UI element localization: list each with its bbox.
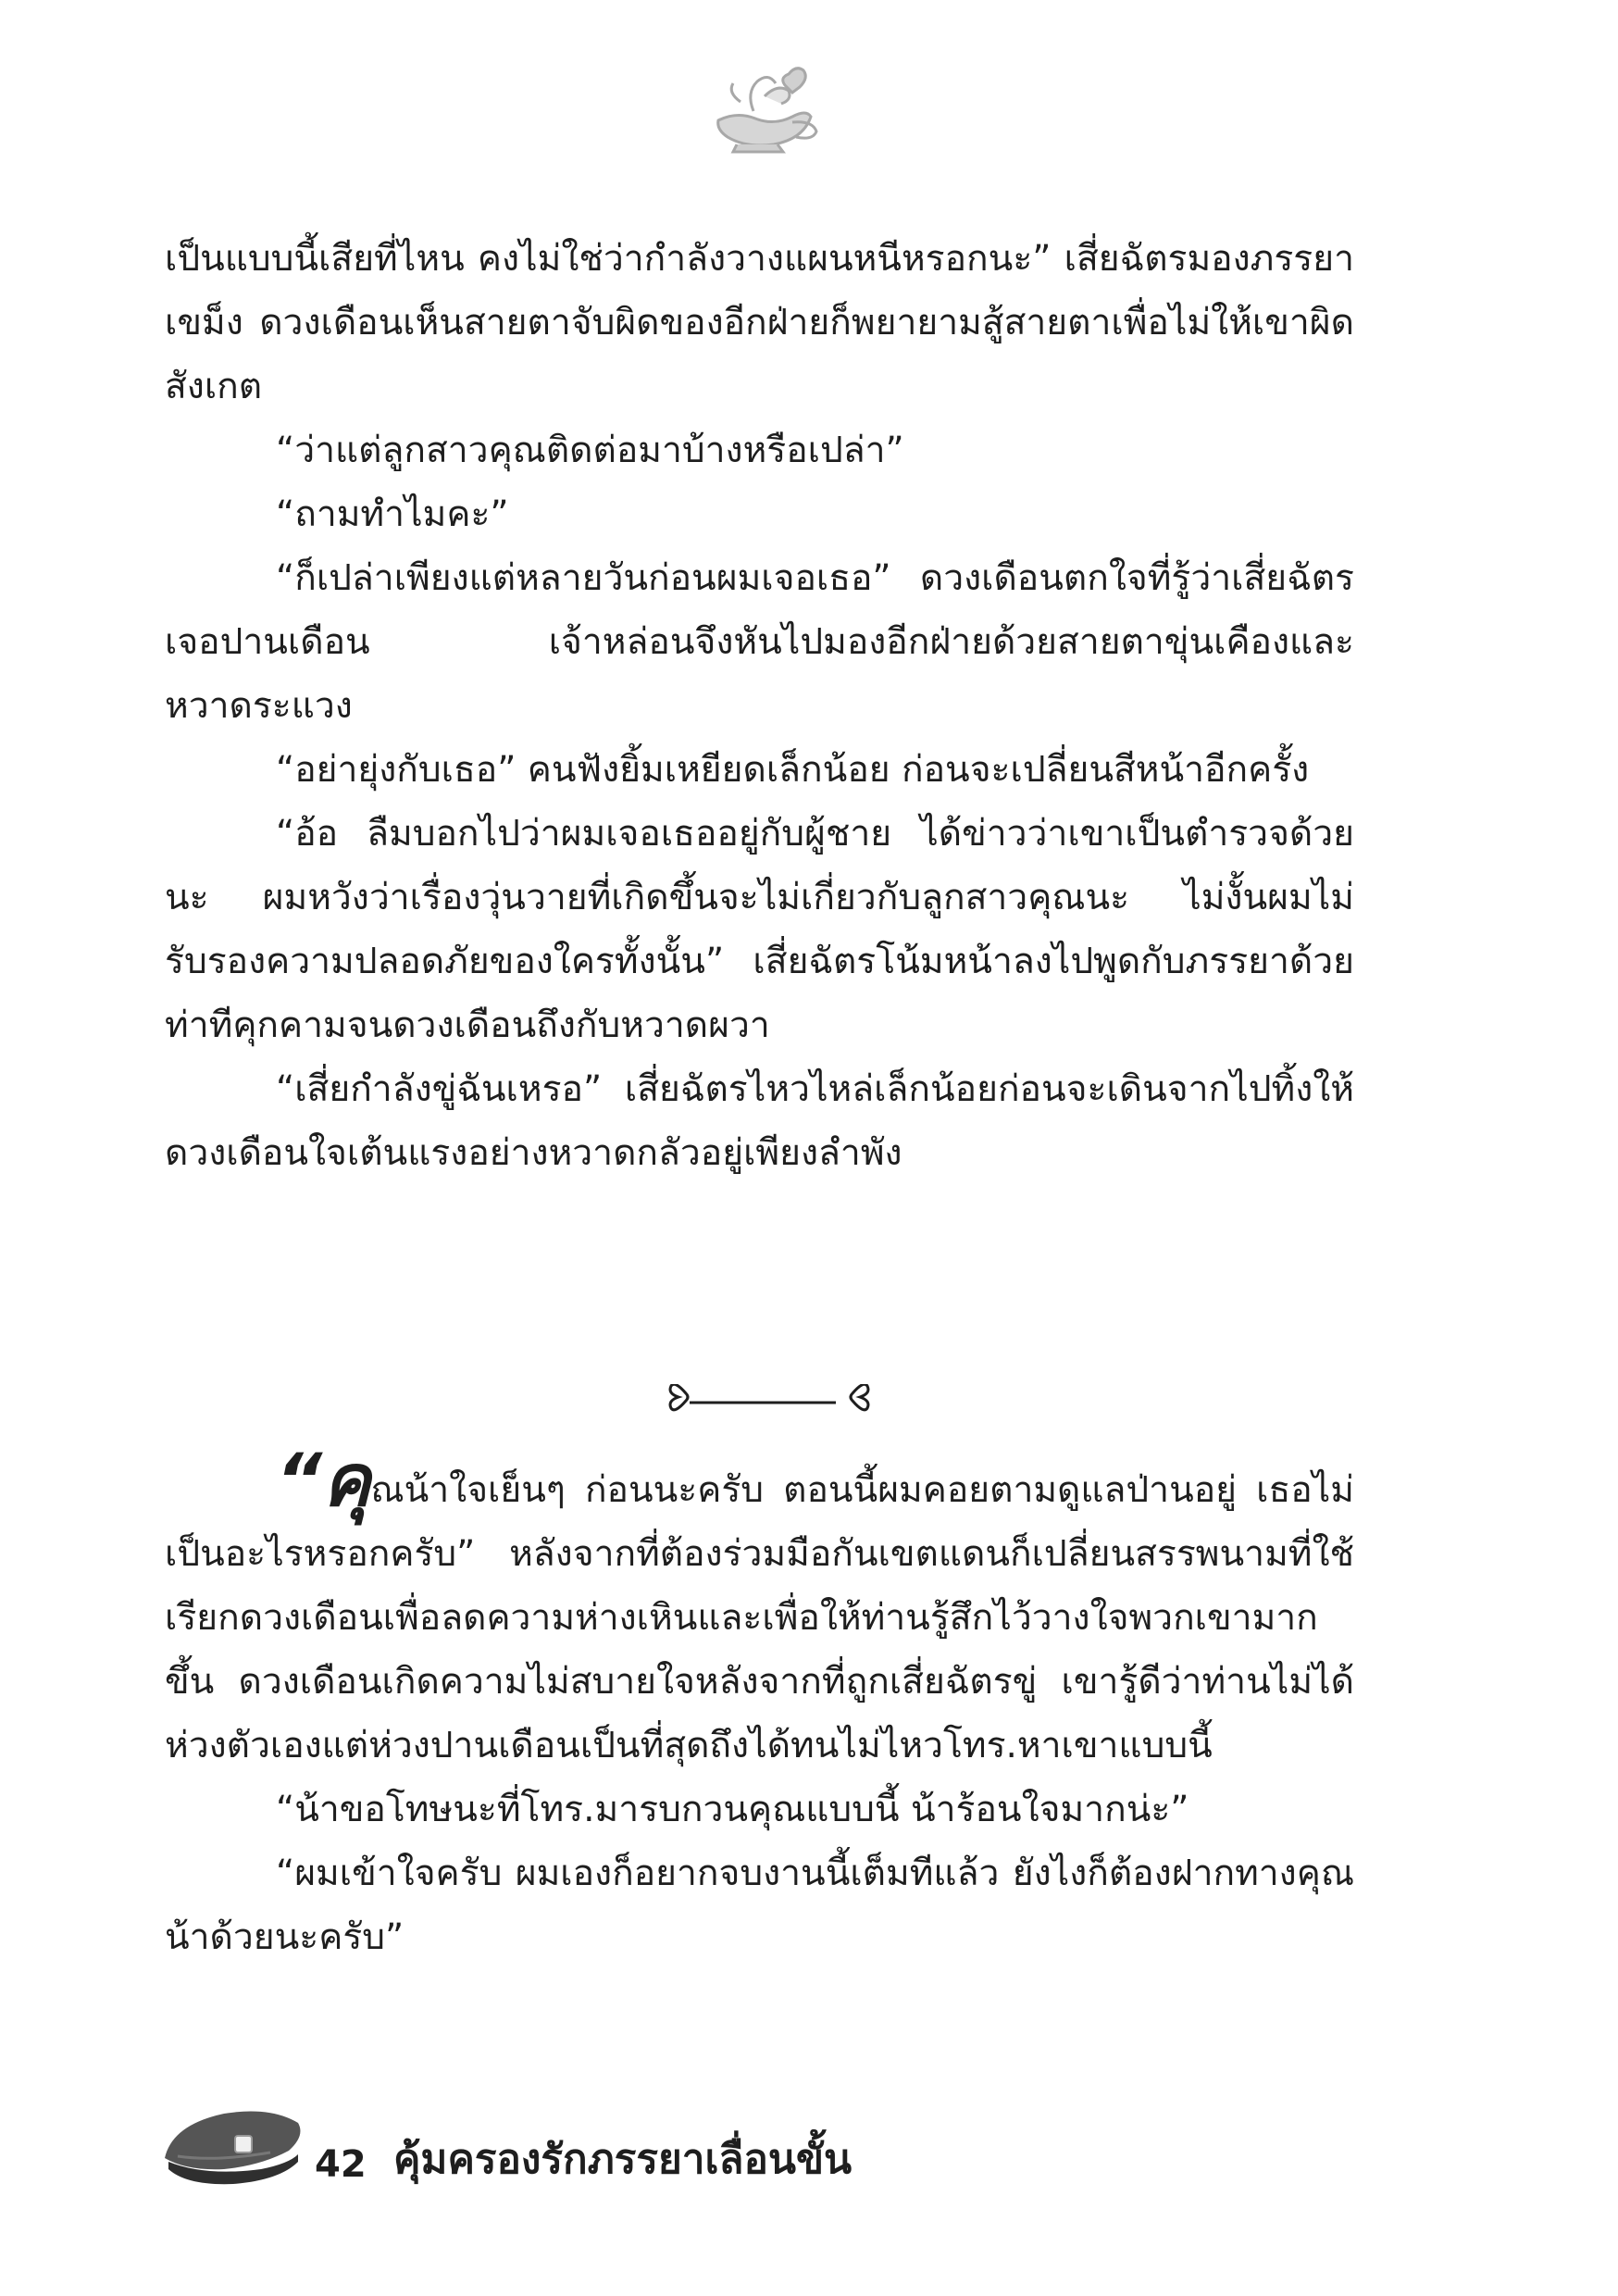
book-title: คุ้มครองรักภรรยาเลื่อนขั้น: [393, 2136, 853, 2183]
paragraph: “น้าขอโทษนะที่โทร.มารบกวนคุณแบบนี้ น้าร้อนใจมากน่ะ”: [276, 1789, 1189, 1830]
paragraph: “เสี่ยกำลังขู่ฉันเหรอ” เสี่ยฉัตรไหวไหล่เล็กน้อยก่อนจะเดินจากไปทิ้งให้ดวงเดือนใจเต้นแรงอย่างหวาดกลัวอยู่เพียงลำพัง: [165, 1068, 1354, 1174]
paragraph-with-dropcap: [165, 1440, 1354, 1778]
paragraph: “อย่ายุ่งกับเธอ” คนฟังยิ้มเหยียดเล็กน้อย ก่อนจะเปลี่ยนสีหน้าอีกครั้ง: [276, 749, 1310, 791]
page-number: 42: [315, 2143, 367, 2186]
paragraph: “อ้อ ลืมบอกไปว่าผมเจอเธออยู่กับผู้ชาย ได้ข่าวว่าเขาเป็นตำรวจด้วยนะ ผมหวังว่าเรื่องวุ่นวายที่เกิดขึ้นจะไม่เกี่ยวกับลูกสาวคุณนะ ไม่งั้นผมไม่รับรองความปลอดภัยของใครทั้งนั้น” เสี่ยฉัตรโน้มหน้าลงไปพูดกับภรรยาด้วยท่าทีคุกคามจนดวงเดือนถึงกับหวาดผวา: [165, 813, 1354, 1046]
body-text-block-1: [165, 227, 1354, 1185]
paragraph-continued: เป็นแบบนี้เสียที่ไหน คงไม่ใช่ว่ากำลังวางแผนหนีหรอกนะ” เสี่ยฉัตรมองภรรยาเขม็ง ดวงเดือนเห็นสายตาจับผิดของอีกฝ่ายก็พยายามสู้สายตาเพื่อไม่ให้เขาผิดสังเกต: [165, 238, 1354, 407]
paragraph-text: ณน้าใจเย็นๆ ก่อนนะครับ ตอนนี้ผมคอยตามดูแลป่านอยู่ เธอไม่เป็นอะไรหรอกครับ” หลังจากที่ต้องร่วมมือกันเขตแดนก็เปลี่ยนสรรพนามที่ใช้เรียกดวงเดือนเพื่อลดความห่างเหินและเพื่อให้ท่านรู้สึกไว้วางใจพวกเขามากขึ้น ดวงเดือนเกิดความไม่สบายใจหลังจากที่ถูกเสี่ยฉัตรขู่ เขารู้ดีว่าท่านไม่ได้ห่วงตัวเองแต่ห่วงปานเดือนเป็นที่สุดถึงได้ทนไม่ไหวโทร.หาเขาแบบนี้: [165, 1469, 1354, 1766]
drop-cap: “คุ: [276, 1440, 371, 1523]
teapot-cupid-ornament-icon: [700, 56, 829, 157]
paragraph: “ว่าแต่ลูกสาวคุณติดต่อมาบ้างหรือเปล่า”: [276, 430, 904, 471]
paragraph: “ผมเข้าใจครับ ผมเองก็อยากจบงานนี้เต็มทีแล้ว ยังไงก็ต้องฝากทางคุณน้าด้วยนะครับ”: [165, 1853, 1354, 1958]
police-cap-icon: [159, 2104, 307, 2192]
page-footer: [0, 2097, 1618, 2208]
paragraph: “ก็เปล่าเพียงแต่หลายวันก่อนผมเจอเธอ” ดวงเดือนตกใจที่รู้ว่าเสี่ยฉัตรเจอปานเดือน เจ้าหล่อนจึงหันไปมองอีกฝ่ายด้วยสายตาขุ่นเคืองและหวาดระแวง: [165, 557, 1354, 727]
paragraph: “ถามทำไมคะ”: [276, 493, 509, 535]
heart-line-divider-icon: [653, 1384, 875, 1421]
body-text-block-2: [165, 1440, 1354, 1969]
